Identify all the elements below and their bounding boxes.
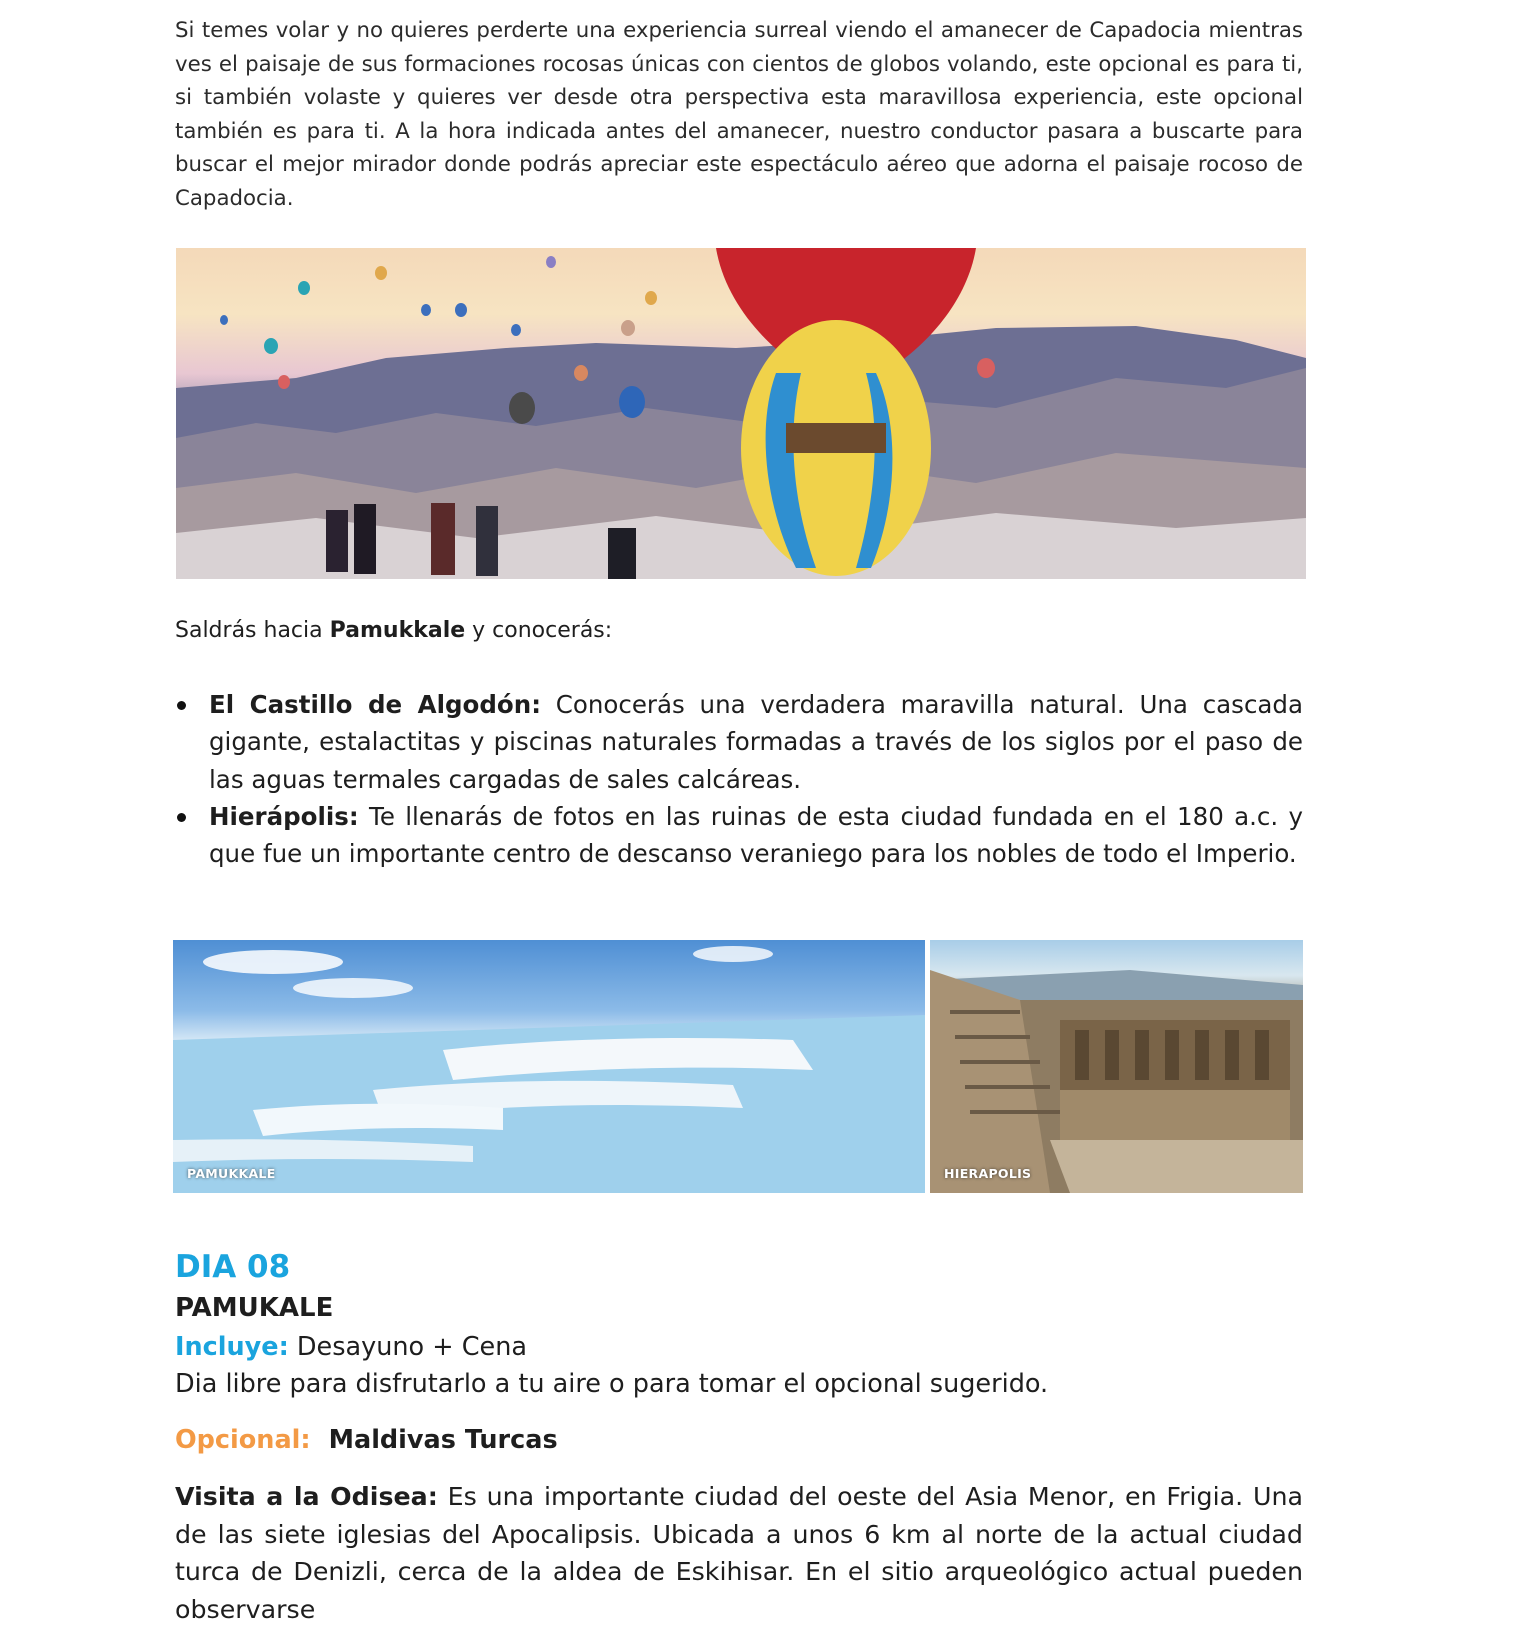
pamukkale-photo [173,940,925,1193]
sights-list [175,686,1303,872]
free-day-text: Dia libre para disfrutarlo a tu aire o para tomar el opcional sugerido. [175,1369,1049,1399]
includes-label: Incluye: [175,1332,289,1362]
list-item-hierapolis [175,798,1303,873]
list-item-castillo-algodon [175,686,1303,798]
includes-value: Desayuno + Cena [288,1332,527,1362]
sight-title: El Castillo de Algodón: [209,690,541,719]
bullet-icon [177,813,186,822]
optional-value: Maldivas Turcas [328,1425,558,1455]
hierapolis-photo [930,940,1303,1193]
odisea-paragraph [175,1478,1303,1628]
odisea-title: Visita a la Odisea: [175,1482,438,1511]
hierapolis-caption: HIERAPOLIS [944,1166,1032,1181]
sight-text: Conocerás una verdadera maravilla natural. Una cascada gigante, estalactitas y piscinas naturales formadas a través de los siglos por el paso de las aguas termales cargadas de sales calcáreas. [209,690,1303,794]
bullet-icon [177,701,186,710]
sight-text: Te llenarás de fotos en las ruinas de esta ciudad fundada en el 180 a.c. y que fue un importante centro de descanso veraniego para los nobles de todo el Imperio. [209,801,1303,869]
pamukkale-intro-place: Pamukkale [329,618,466,643]
optional-line [175,1422,1303,1458]
day-label: DIA 08 [175,1249,291,1285]
includes-line [175,1329,1303,1365]
odisea-text: Es una importante ciudad del oeste del Asia Menor, en Frigia. Una de las siete iglesias del Apocalipsis. Ubicada a unos 6 km al norte de la actual ciudad turca de Denizli, cerca de la aldea de Eskihisar. En el sitio arqueológico actual pueden observarse [175,1482,1303,1624]
day-title: PAMUKALE [175,1293,334,1323]
optional-label: Opcional: [175,1425,311,1455]
pamukkale-intro [175,615,1303,647]
pamukkale-intro-prefix: Saldrás hacia [175,618,330,643]
intro-paragraph: Si temes volar y no quieres perderte una experiencia surreal viendo el amanecer de Capadocia mientras ves el paisaje de sus formaciones rocosas únicas con cientos de globos volando, este opcional es para ti, si también volaste y quieres ver desde otra perspectiva esta maravillosa experiencia, este opcional también es para ti. A la hora indicada antes del amanecer, nuestro conductor pasara a buscarte para buscar el mejor mirador donde podrás apreciar este espectáculo aéreo que adorna el paisaje rocoso de Capadocia. [175,18,1303,211]
pamukkale-caption: PAMUKKALE [187,1166,276,1181]
pamukkale-intro-suffix: y conocerás: [465,618,613,643]
cappadocia-balloons-photo [176,248,1306,579]
sight-title: Hierápolis: [209,801,359,831]
